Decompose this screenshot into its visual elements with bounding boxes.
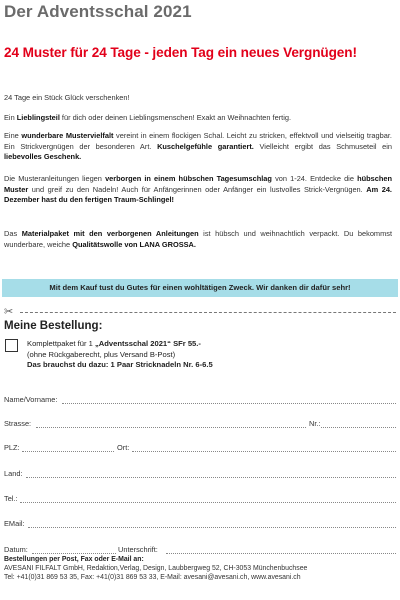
name-field[interactable] bbox=[62, 403, 396, 404]
scissors-icon: ✂ bbox=[4, 306, 14, 318]
tel-field[interactable] bbox=[20, 502, 396, 503]
charity-banner: Mit dem Kauf tust du Gutes für einen wohltätigen Zweck. Wir danken dir dafür sehr! bbox=[2, 279, 398, 297]
datum-label: Datum: bbox=[4, 545, 28, 554]
plz-field[interactable] bbox=[22, 451, 114, 452]
ort-label: Ort: bbox=[117, 443, 130, 452]
order-line-requirements: Das brauchst du dazu: 1 Paar Stricknadeln Nr. 6-6.5 bbox=[27, 360, 213, 369]
unterschrift-label: Unterschrift: bbox=[118, 545, 158, 554]
name-label: Name/Vorname: bbox=[4, 395, 58, 404]
footer-contact-line: Tel: +41(0)31 869 53 35, Fax: +41(0)31 869 53 33, E-Mail: avesani@avesani.ch, www.avesani.ch bbox=[4, 574, 301, 582]
intro-paragraph-2: Ein Lieblingsteil für dich oder deinen Lieblingsmenschen! Exakt an Weihnachten fertig. bbox=[4, 113, 292, 122]
plz-label: PLZ: bbox=[4, 443, 20, 452]
order-line-product: Komplettpaket für 1 „Adventsschal 2021“ SFr 55.- bbox=[27, 339, 201, 348]
land-label: Land: bbox=[4, 469, 23, 478]
footer-contact bbox=[4, 555, 398, 583]
page-title: Der Adventsschal 2021 bbox=[4, 2, 192, 21]
unterschrift-field[interactable] bbox=[166, 553, 396, 554]
strasse-field[interactable] bbox=[36, 427, 306, 428]
intro-paragraph-1: 24 Tage ein Stück Glück verschenken! bbox=[4, 93, 130, 102]
intro-paragraph-4: Die Musteranleitungen liegen verborgen in einem hübschen Tagesumschlag von 1-24. Entdecke die hübschen Muster und greif zu den Nadeln! Auch für Anfängerinnen oder Anfänger ein lustvolles Strick-Vergnügen. Am 24. Dezember hast du den fertigen Traum-Schlingel! bbox=[4, 174, 392, 205]
intro-paragraph-5: Das Materialpaket mit den verborgenen Anleitungen ist hübsch und weihnachtlich verpackt. Du bekommst wunderbare, weiche Qualitätswolle von LANA GROSSA. bbox=[4, 229, 392, 249]
order-details bbox=[27, 339, 213, 371]
land-field[interactable] bbox=[26, 477, 396, 478]
page-subtitle: 24 Muster für 24 Tage - jeden Tag ein neues Vergnügen! bbox=[4, 45, 357, 60]
strasse-label: Strasse: bbox=[4, 419, 32, 428]
email-field[interactable] bbox=[28, 527, 396, 528]
email-label: EMail: bbox=[4, 519, 25, 528]
footer-heading: Bestellungen per Post, Fax oder E-Mail an: bbox=[4, 556, 144, 563]
order-line-conditions: (ohne Rückgaberecht, plus Versand B-Post) bbox=[27, 349, 176, 359]
ort-field[interactable] bbox=[132, 451, 396, 452]
order-checkbox[interactable] bbox=[5, 339, 18, 352]
nr-label: Nr.: bbox=[309, 419, 321, 428]
intro-paragraph-3: Eine wunderbare Mustervielfalt vereint in einem flockigen Schal. Leicht zu stricken, effektvoll und vielseitig tragbar. Ein Strickvergnügen der besonderen Art. Kuschelgefühle garantiert. Vielleicht ergibt das Schmuseteil ein liebevolles Geschenk. bbox=[4, 131, 392, 162]
datum-field[interactable] bbox=[32, 553, 116, 554]
tel-label: Tel.: bbox=[4, 494, 18, 503]
cut-line bbox=[20, 312, 396, 313]
footer-address: AVESANI FILFALT GmbH, Redaktion,Verlag, Design, Laubbergweg 52, CH-3053 Münchenbuchsee bbox=[4, 565, 308, 573]
order-heading: Meine Bestellung: bbox=[4, 320, 103, 332]
nr-field[interactable] bbox=[321, 427, 396, 428]
